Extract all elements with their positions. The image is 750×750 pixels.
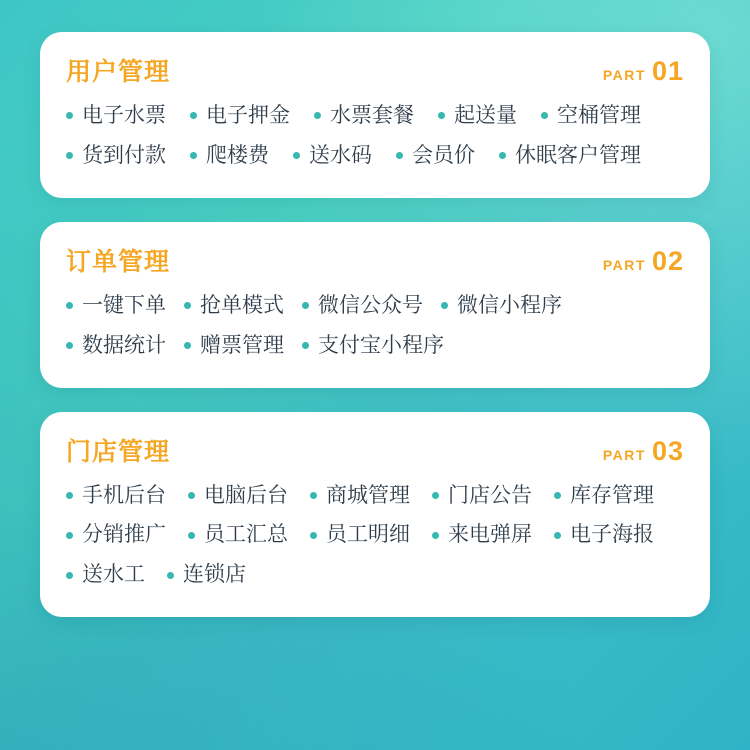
list-item bbox=[314, 96, 414, 136]
bullet-dot-icon bbox=[66, 152, 73, 159]
feature-list bbox=[66, 286, 684, 366]
list-item-label: 商城管理 bbox=[326, 483, 410, 507]
list-item-label: 微信小程序 bbox=[457, 293, 562, 317]
list-item-label: 送水码 bbox=[309, 143, 372, 167]
part-label bbox=[603, 56, 684, 87]
list-item bbox=[184, 286, 284, 326]
list-item bbox=[188, 515, 288, 555]
list-item-label: 分销推广 bbox=[82, 523, 166, 547]
section-card-user-management bbox=[40, 32, 710, 198]
list-item-label: 会员价 bbox=[412, 143, 475, 167]
section-title: 用户管理 bbox=[66, 58, 171, 86]
list-item bbox=[302, 326, 444, 366]
list-item-label: 电子水票 bbox=[82, 104, 166, 127]
list-item bbox=[499, 136, 641, 176]
feature-list bbox=[66, 96, 684, 176]
card-header bbox=[66, 242, 684, 278]
list-item bbox=[310, 515, 410, 555]
list-item bbox=[190, 96, 290, 136]
list-item bbox=[438, 96, 517, 136]
list-item-label: 水票套餐 bbox=[330, 104, 414, 127]
feature-list bbox=[66, 476, 684, 596]
list-item bbox=[66, 476, 166, 516]
card-header bbox=[66, 52, 684, 88]
list-item-label: 电脑后台 bbox=[204, 483, 288, 507]
list-item-label: 空桶管理 bbox=[557, 104, 641, 127]
bullet-dot-icon bbox=[167, 572, 174, 579]
part-label bbox=[603, 436, 684, 467]
part-word: PART bbox=[602, 67, 646, 83]
bullet-dot-icon bbox=[188, 532, 195, 539]
list-item bbox=[396, 136, 475, 176]
list-item-label: 起送量 bbox=[454, 104, 517, 127]
list-item bbox=[190, 136, 269, 176]
list-item bbox=[554, 476, 654, 516]
list-item bbox=[432, 476, 532, 516]
list-item bbox=[66, 555, 145, 595]
bullet-dot-icon bbox=[432, 532, 439, 539]
list-item bbox=[184, 326, 284, 366]
list-item bbox=[188, 476, 288, 516]
bullet-dot-icon bbox=[441, 302, 448, 309]
list-item-label: 支付宝小程序 bbox=[318, 333, 444, 357]
part-word: PART bbox=[602, 446, 646, 463]
list-item bbox=[554, 515, 654, 555]
list-item bbox=[167, 555, 246, 595]
list-item-label: 爬楼费 bbox=[206, 143, 269, 167]
list-item bbox=[541, 96, 641, 136]
list-item bbox=[66, 136, 166, 176]
part-number: 01 bbox=[651, 56, 684, 86]
bullet-dot-icon bbox=[310, 532, 317, 539]
list-item-label: 一键下单 bbox=[82, 293, 166, 317]
list-item bbox=[302, 286, 423, 326]
bullet-dot-icon bbox=[190, 152, 197, 159]
bullet-dot-icon bbox=[184, 342, 191, 349]
section-card-order-management bbox=[40, 222, 710, 388]
list-item-label: 电子押金 bbox=[206, 104, 290, 127]
part-number: 03 bbox=[651, 435, 684, 466]
section-card-store-management bbox=[40, 412, 710, 618]
list-item bbox=[66, 515, 166, 555]
bullet-dot-icon bbox=[66, 572, 73, 579]
bullet-dot-icon bbox=[293, 152, 300, 159]
list-item bbox=[66, 326, 166, 366]
list-item-label: 数据统计 bbox=[82, 333, 166, 357]
bullet-dot-icon bbox=[438, 112, 445, 119]
bullet-dot-icon bbox=[314, 112, 321, 119]
bullet-dot-icon bbox=[184, 302, 191, 309]
list-item bbox=[432, 515, 532, 555]
bullet-dot-icon bbox=[396, 152, 403, 159]
list-item-label: 员工汇总 bbox=[204, 523, 288, 547]
bullet-dot-icon bbox=[554, 532, 561, 539]
bullet-dot-icon bbox=[66, 112, 73, 119]
bullet-dot-icon bbox=[66, 342, 73, 349]
list-item-label: 电子海报 bbox=[570, 523, 654, 547]
list-item-label: 休眠客户管理 bbox=[515, 143, 641, 167]
bullet-dot-icon bbox=[302, 342, 309, 349]
list-item-label: 员工明细 bbox=[326, 523, 410, 547]
list-item bbox=[441, 286, 562, 326]
list-item bbox=[66, 286, 166, 326]
bullet-dot-icon bbox=[66, 532, 73, 539]
bullet-dot-icon bbox=[541, 112, 548, 119]
list-item-label: 来电弹屏 bbox=[448, 523, 532, 547]
card-header bbox=[66, 432, 684, 468]
bullet-dot-icon bbox=[310, 492, 317, 499]
bullet-dot-icon bbox=[302, 302, 309, 309]
bullet-dot-icon bbox=[499, 152, 506, 159]
list-item-label: 门店公告 bbox=[448, 483, 532, 507]
list-item-label: 赠票管理 bbox=[200, 333, 284, 357]
part-number: 02 bbox=[651, 245, 684, 276]
bullet-dot-icon bbox=[554, 492, 561, 499]
section-title: 订单管理 bbox=[66, 247, 171, 276]
bullet-dot-icon bbox=[66, 492, 73, 499]
list-item bbox=[66, 96, 166, 136]
bullet-dot-icon bbox=[190, 112, 197, 119]
list-item-label: 库存管理 bbox=[570, 483, 654, 507]
bullet-dot-icon bbox=[188, 492, 195, 499]
list-item-label: 手机后台 bbox=[82, 483, 166, 507]
list-item-label: 微信公众号 bbox=[318, 293, 423, 317]
bullet-dot-icon bbox=[432, 492, 439, 499]
part-word: PART bbox=[602, 256, 646, 273]
part-label bbox=[603, 246, 684, 277]
list-item bbox=[310, 476, 410, 516]
list-item-label: 连锁店 bbox=[183, 563, 246, 587]
list-item bbox=[293, 136, 372, 176]
list-item-label: 送水工 bbox=[82, 563, 145, 587]
bullet-dot-icon bbox=[66, 302, 73, 309]
list-item-label: 抢单模式 bbox=[200, 293, 284, 317]
list-item-label: 货到付款 bbox=[82, 143, 166, 167]
section-title: 门店管理 bbox=[66, 437, 171, 466]
